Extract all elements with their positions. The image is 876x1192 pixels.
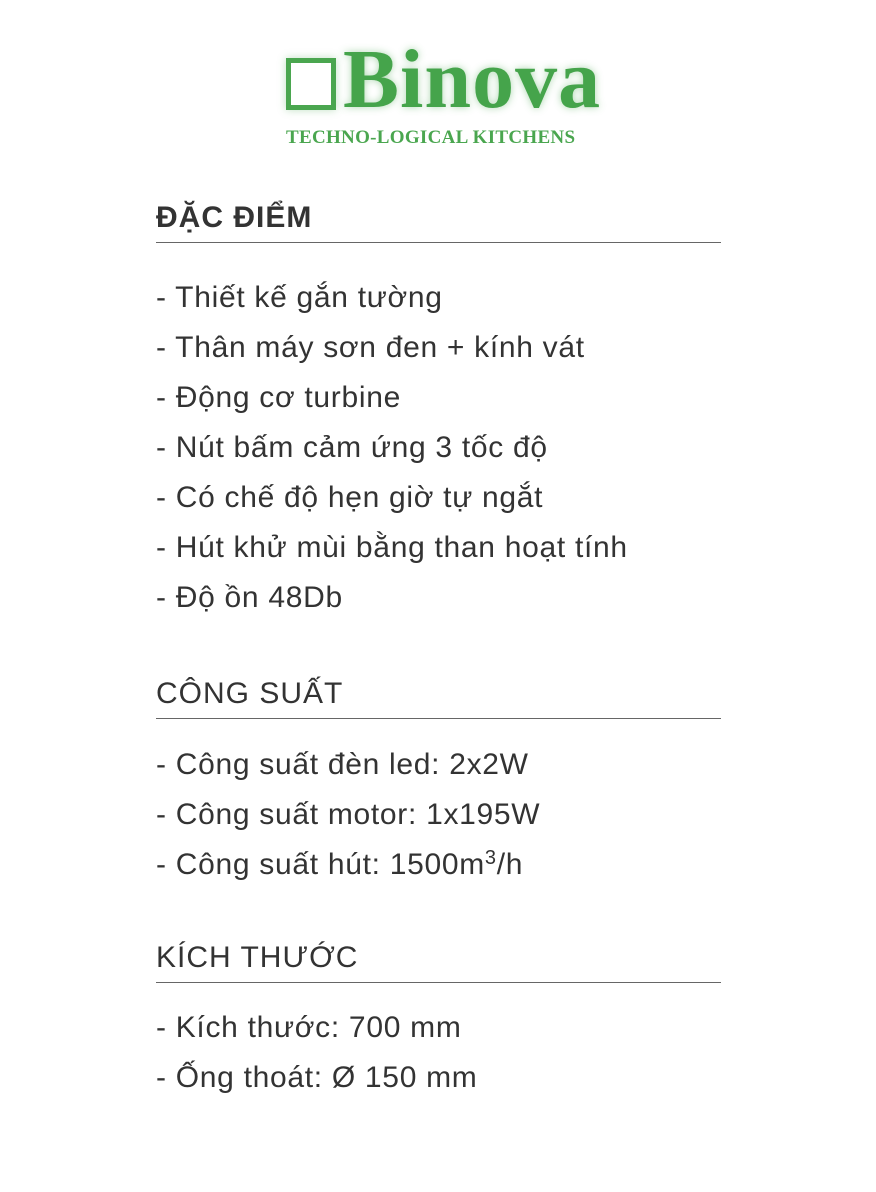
dimensions-heading: KÍCH THƯỚC: [156, 940, 721, 983]
list-item: - Ống thoát: Ø 150 mm: [156, 1061, 478, 1094]
power-section: [156, 676, 721, 890]
features-section: [156, 200, 721, 623]
brand-name: Binova: [343, 33, 602, 126]
list-item: - Nút bấm cảm ứng 3 tốc độ: [156, 431, 548, 464]
list-item: - Thiết kế gắn tường: [156, 281, 443, 314]
features-heading: ĐẶC ĐIỂM: [156, 200, 721, 243]
dimensions-section: [156, 940, 721, 1103]
brand-tagline: TECHNO-LOGICAL KITCHENS: [286, 127, 576, 148]
power-list: [156, 740, 721, 890]
list-item: - Độ ồn 48Db: [156, 581, 343, 614]
list-item: - Động cơ turbine: [156, 381, 402, 414]
list-item: - Hút khử mùi bằng than hoạt tính: [156, 531, 628, 564]
binova-logo: [283, 33, 633, 162]
suction-power-text: - Công suất hút: 1500m: [156, 848, 485, 881]
features-list: [156, 273, 721, 623]
cubic-superscript: 3: [484, 847, 497, 869]
suction-power-item: [156, 840, 721, 890]
dimensions-list: [156, 1003, 721, 1103]
power-heading: CÔNG SUẤT: [156, 676, 721, 719]
list-item: - Kích thước: 700 mm: [156, 1011, 462, 1044]
list-item: - Công suất motor: 1x195W: [156, 798, 541, 831]
logo-square-icon: [286, 58, 336, 110]
per-hour-unit: /h: [496, 848, 524, 881]
list-item: - Có chế độ hẹn giờ tự ngắt: [156, 481, 544, 514]
list-item: - Công suất đèn led: 2x2W: [156, 748, 529, 781]
list-item: - Thân máy sơn đen + kính vát: [156, 331, 585, 364]
